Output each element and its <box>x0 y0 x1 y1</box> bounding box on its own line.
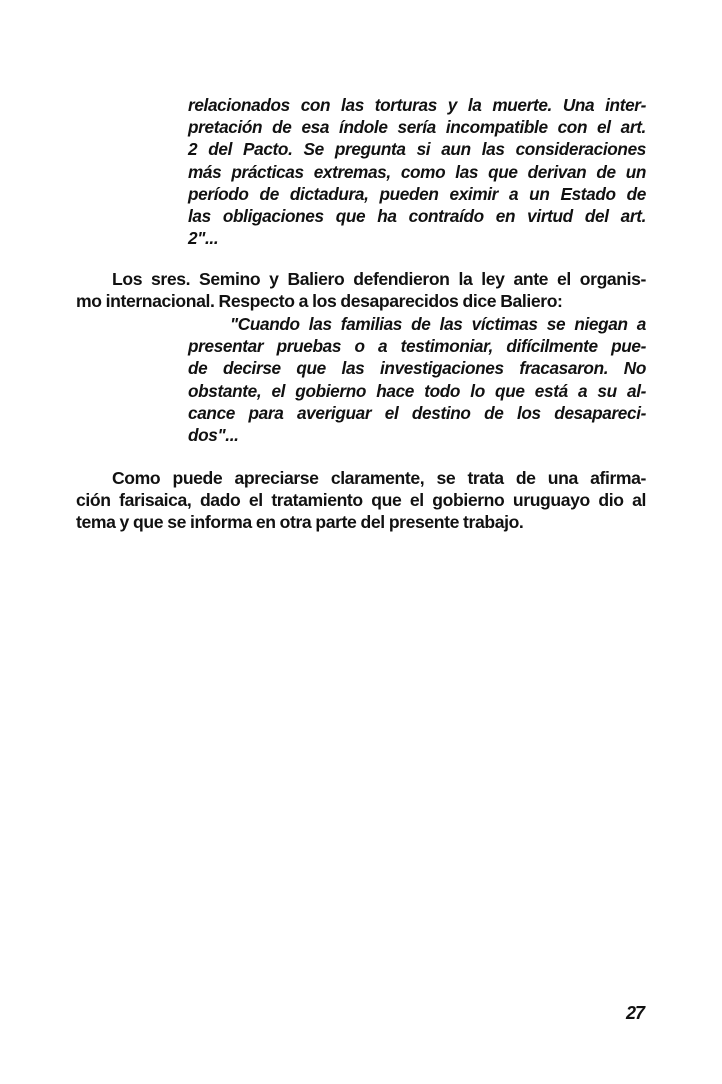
text-line: Los sres. Semino y Baliero defendieron la ley ante el organis- <box>112 269 646 289</box>
text-line: pretación de esa índole sería incompatible con el art. <box>188 117 646 138</box>
text-line: las obligaciones que ha contraído en virtud del art. <box>188 206 646 227</box>
text-line: cance para averiguar el destino de los desapareci- <box>188 402 646 423</box>
page-number: 27 <box>626 1003 645 1023</box>
text-line: presentar pruebas o a testimoniar, difícilmente pue- <box>188 336 646 357</box>
text-line: Como puede apreciarse claramente, se trata de una afirma- <box>112 468 646 488</box>
text-line: de decirse que las investigaciones fracasaron. No <box>188 358 646 379</box>
paragraph-semino-baliero <box>76 268 646 312</box>
text-line: período de dictadura, pueden eximir a un Estado de <box>188 183 646 204</box>
text-line: 2 del Pacto. Se pregunta si aun las consideraciones <box>188 139 646 160</box>
text-line: 2"... <box>188 228 219 249</box>
text-line: tema y que se informa en otra parte del presente trabajo. <box>76 512 524 533</box>
text-line: relacionados con las torturas y la muerte. Una inter- <box>188 95 646 115</box>
text-line: mo internacional. Respecto a los desaparecidos dice Baliero: <box>76 291 563 312</box>
text-line: "Cuando las familias de las víctimas se niegan a <box>230 314 646 334</box>
text-line: más prácticas extremas, como las que derivan de un <box>188 161 646 182</box>
quote-block-baliero <box>188 313 646 446</box>
paragraph-afirmacion-farisaica <box>76 467 646 534</box>
quote-block-pacto <box>188 94 646 249</box>
text-line: ción farisaica, dado el tratamiento que el gobierno uruguayo dio al <box>76 490 646 511</box>
text-line: dos"... <box>188 425 239 446</box>
text-line: obstante, el gobierno hace todo lo que está a su al- <box>188 380 646 401</box>
